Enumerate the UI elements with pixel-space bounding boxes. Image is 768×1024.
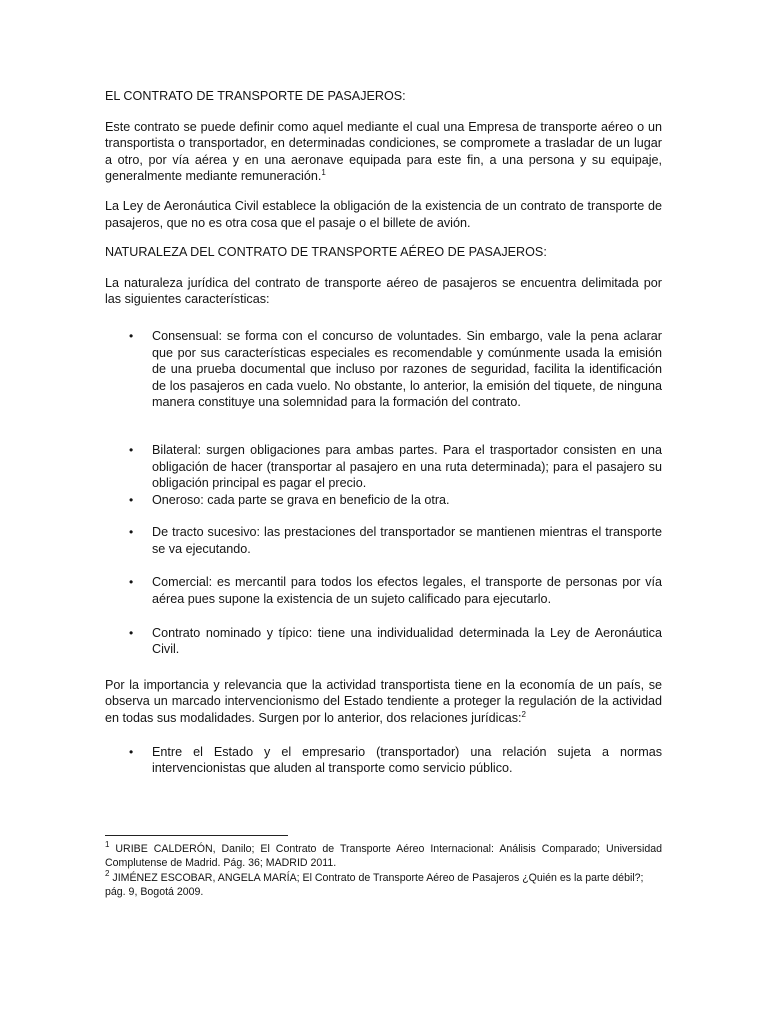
footnote-ref-2[interactable]: 2	[521, 710, 526, 720]
bullet-icon: •	[129, 492, 134, 507]
bullet-icon: •	[129, 525, 134, 540]
footnote-1	[105, 842, 662, 871]
footnotes	[105, 842, 662, 899]
paragraph-intervencionismo	[105, 677, 662, 727]
list-item-text: Bilateral: surgen obligaciones para ambas partes. Para el trasportador consisten en una obligación de hacer (transportar al pasajero en una ruta determinada); para el pasajero su obligación principal es pagar el precio.	[152, 442, 662, 491]
document-body	[105, 88, 662, 777]
list-item-tracto-sucesivo	[105, 524, 662, 557]
footnote-number: 2	[105, 868, 110, 878]
paragraph-intervencionismo-text: Por la importancia y relevancia que la actividad transportista tiene en la economía de un país, se observa un marcado intervencionismo del Estado tendiente a proteger la regulación de la actividad en todas sus modalidades. Surgen por lo anterior, dos relaciones jurídicas:	[105, 677, 662, 726]
list-item-estado-empresario	[105, 744, 662, 777]
footnote-text: URIBE CALDERÓN, Danilo; El Contrato de Transporte Aéreo Internacional: Análisis Comparado; Universidad Complutense de Madrid. Pág. 36; MADRID 2011.	[105, 843, 662, 870]
list-item-text: Consensual: se forma con el concurso de voluntades. Sin embargo, vale la pena aclarar que por sus características especiales es recomendable y comúnmente usada la emisión de una prueba documental que incluso por razones de seguridad, facilita la identificación de los pasajeros en cada vuelo. No obstante, lo anterior, la emisión del tiquete, de ninguna manera constituye una solemnidad para la formación del contrato.	[152, 328, 662, 410]
bullet-icon: •	[129, 328, 134, 343]
list-item-text: Contrato nominado y típico: tiene una individualidad determinada la Ley de Aeronáutica Civil.	[152, 625, 662, 657]
paragraph-definicion	[105, 119, 662, 185]
list-item-oneroso	[105, 492, 662, 509]
list-item-text: Oneroso: cada parte se grava en beneficio de la otra.	[152, 492, 450, 507]
section-title-naturaleza: NATURALEZA DEL CONTRATO DE TRANSPORTE AÉREO DE PASAJEROS:	[105, 245, 547, 260]
list-item-text: Comercial: es mercantil para todos los efectos legales, el transporte de personas por vía aérea pues supone la existencia de un sujeto calificado para ejecutarlo.	[152, 575, 662, 607]
bullet-icon: •	[129, 575, 134, 590]
list-item-text: Entre el Estado y el empresario (transportador) una relación sujeta a normas intervencionistas que aluden al transporte como servicio público.	[152, 744, 662, 776]
characteristics-list	[105, 328, 662, 658]
footnote-ref-1[interactable]: 1	[321, 168, 326, 178]
section-title-contrato: EL CONTRATO DE TRANSPORTE DE PASAJEROS:	[105, 89, 406, 103]
footnote-text: JIMÉNEZ ESCOBAR, ANGELA MARÍA; El Contrato de Transporte Aéreo de Pasajeros ¿Quién es la parte débil?; pág. 9, Bogotá 2009.	[105, 871, 644, 898]
paragraph-definicion-text: Este contrato se puede definir como aquel mediante el cual una Empresa de transporte aéreo o un transportista o transportador, en determinadas condiciones, se compromete a trasladar de un lugar a otro, por vía aérea y en una aeronave equipada para este fin, a una persona y su equipaje, generalmente mediante remuneración.	[105, 119, 662, 184]
list-item-text: De tracto sucesivo: las prestaciones del transportador se mantienen mientras el transporte se va ejecutando.	[152, 525, 662, 556]
footnote-separator	[105, 835, 288, 836]
list-item-bilateral	[105, 442, 662, 492]
list-item-nominado-tipico	[105, 625, 662, 658]
list-item-comercial	[105, 574, 662, 607]
footnote-number: 1	[105, 840, 110, 849]
relations-list	[105, 744, 662, 777]
footnote-2	[105, 868, 662, 900]
bullet-icon: •	[129, 442, 134, 457]
bullet-icon: •	[129, 744, 134, 759]
list-item-consensual	[105, 328, 662, 411]
bullet-icon: •	[129, 625, 134, 640]
paragraph-ley-aeronautica: La Ley de Aeronáutica Civil establece la obligación de la existencia de un contrato de transporte de pasajeros, que no es otra cosa que el pasaje o el billete de avión.	[105, 198, 662, 230]
paragraph-naturaleza: La naturaleza jurídica del contrato de transporte aéreo de pasajeros se encuentra delimitada por las siguientes características:	[105, 275, 662, 307]
